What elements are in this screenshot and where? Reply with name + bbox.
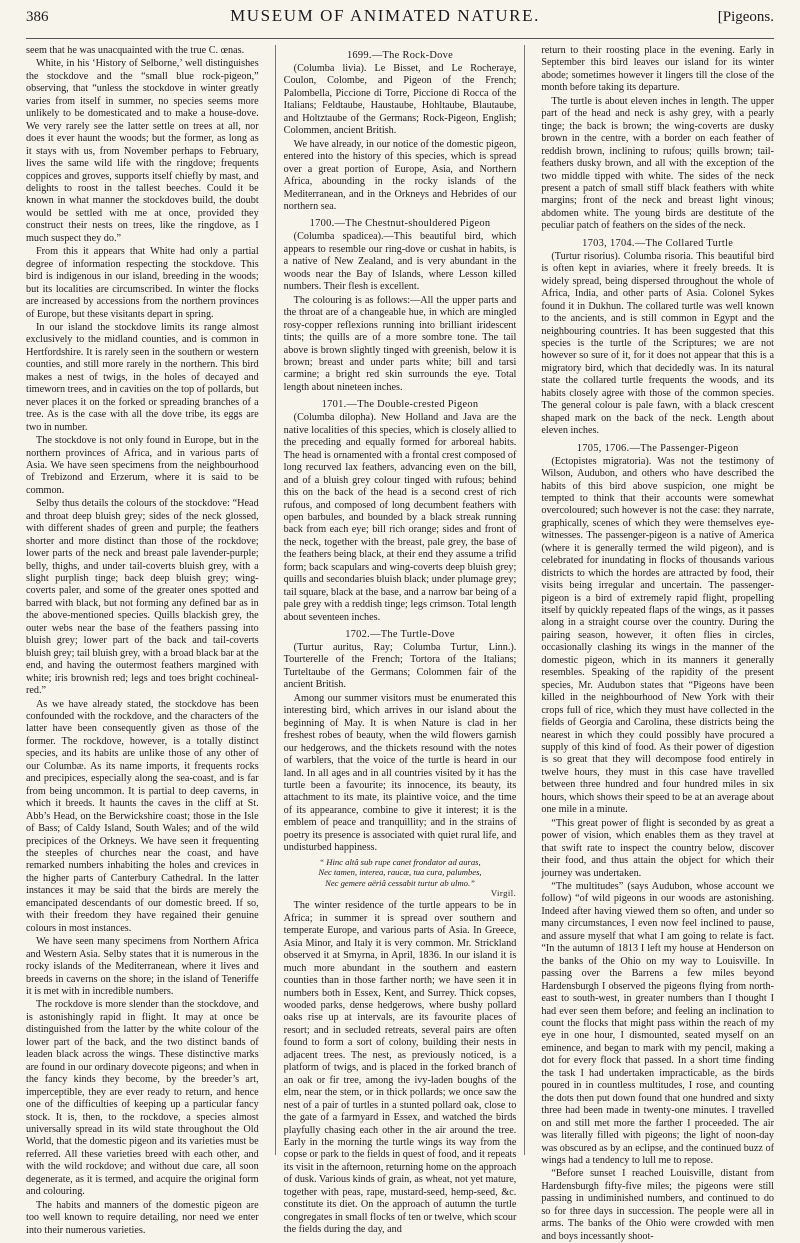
page-title: MUSEUM OF ANIMATED NATURE.: [230, 6, 540, 25]
paragraph: Selby thus details the colours of the stockdove: “Head and throat deep bluish grey; sides of the neck glossed, with different shades of green and purple; the feathers shorter and more distinct than those of the rockdove; lower parts of the neck and breast pale lavender-purple; belly, thighs, and under tail-coverts bluish grey, with a slight purplish tinge; back deep bluish grey; wing-coverts paler, and some of the greater ones spotted and barred with black, but not forming any defined bar as in the above-mentioned species. Quills blackish grey, the outer webs near the base of the feathers passing into bluish grey; lower part of the back and tail-coverts bluish grey; tail bluish grey, with a broad black bar at the end, and having the outermost feathers margined with white; iris brownish red; legs and toes bright cochineal-red.”: [26, 498, 259, 697]
paragraph: return to their roosting place in the evening. Early in September this bird leaves our island for its winter abode; sometimes however it lingers till the close of the month before taking its departure.: [541, 45, 775, 94]
running-header: [26, 6, 774, 39]
paragraph: The habits and manners of the domestic pigeon are too well known to require detailing, nor need we enter into their numerous varieties.: [26, 1199, 259, 1236]
paragraph: The colouring is as follows:—All the upper parts and the throat are of a changeable hue, in which are mingled rosy-copper reflexions running into brilliant iridescent tints; the quills are of a more sombre tone. The tail above is brown slightly tinged with greenish, below it is brown; breast and under parts white; bill and tarsi carmine; a bright red skin surrounds the eye. Total length about nineteen inches.: [283, 294, 517, 393]
paragraph: White, in his ‘History of Selborne,’ well distinguishes the stockdove and the “small blue rock-pigeon,” observing, that “unless the stockdove in winter greatly varies from itself in summer, no species seems more unlikely to be domesticated and to make a house-dove. We very rarely see the latter settle on trees at all, nor does it ever haunt the woods; but the former, as long as it stays with us, from November perhaps to February, lives the same wild life with the ringdove; frequents coppices and groves, supports itself chiefly by mast, and delights to roost in the tallest beeches. Could it be known in what manner the stockdoves build, the doubt would be settled with me at once, provided they construct their nests on trees, like the ringdove, as I much suspect they do.”: [26, 58, 259, 244]
paragraph: (Ectopistes migratoria). Was not the testimony of Wilson, Audubon, and others who have described the habits of this bird above suspicion, one might be tempted to think that their accounts were somewhat overcoloured; such however is not the case: they narrate, graphically, scenes of which they were themselves eye-witnesses. The passenger-pigeon is a native of America (where it is generally termed the wild pigeon), and is celebrated for inundating in flocks of thousands various districts to which the hordes are attracted by food, their visits being irregular and uncertain. The passenger-pigeon is a bird of extremely rapid flight, propelling itself by quickly repeated flaps of the wings, as it passes along in a straight course over the country. During the pairing season, however, it often flies in circles, occasionally clashing its wings in the manner of the domestic pigeon, which in its manners it generally resembles. Speaking of the rapidity of the present species, Mr. Audubon states that “Pigeons have been killed in the neighbourhood of New York with their crops full of rice, which they must have collected in the fields of Georgia and Carolina, these districts being the nearest in which they could possibly have procured a supply of this kind of food. As their power of digestion is so great that they will decompose food entirely in twelve hours, they must in this case have travelled between three hundred and four hundred miles in six hours, which shows their speed to be at an average about one mile in a minute.: [541, 455, 775, 816]
paragraph: The rockdove is more slender than the stockdove, and is astonishingly rapid in flight. It may at once be distinguished from the latter by the white colour of the lower part of the back, and the two distinct bands of leaden black across the wings. These distinctive marks are found in our ordinary dovecote pigeons; and when in the fancy kinds they become, by the breeder’s art, imperceptible, they are ever ready to return, and hence one of the difficulties of keeping up a particular fancy stock. It is, then, to the rockdove, a species almost universally spread in its wild state throughout the Old World, that the domestic pigeon and its varieties must be referred. All these varieties breed with each other, and with the wild rockdove; and without due care, all soon degenerate, as it is termed, and acquire the original form and colouring.: [26, 999, 259, 1198]
section-heading: 1699.—The Rock-Dove: [346, 50, 454, 61]
section-heading: 1700.—The Chestnut-shouldered Pigeon: [309, 218, 491, 230]
paragraph: seem that he was unacquainted with the true C. œnas.: [26, 45, 245, 56]
paragraph: (Columba dilopha). New Holland and Java are the native localities of this species, which is closely allied to the preceding and equally formed for arboreal habits. The head is ornamented with a frontal crest composed of long recurved lax feathers, advancing even on the bill, and of a bluish grey colour tinged with rufous; behind this on the back of the head is a second crest of rich rufous, and composed of long decumbent feathers with open barbules, and bounded by a black streak running back from each eye; bill rich orange; sides and front of the neck, together with the breast, pale grey, the base of the feathers being black, at their end they assume a trifid form; back scapulars and wing-coverts deep bluish grey; quills and secondaries bluish black; under plumage grey; tail square, black at the base, and a narrow bar being of a pale grey with a reddish tinge; legs crimson. Total length about seventeen inches.: [283, 412, 517, 623]
paragraph: “The multitudes” (says Audubon, whose account we follow) “of wild pigeons in our woods are astonishing. Indeed after having viewed them so often, and under so many circumstances, I even now feel inclined to pause, and assure myself that what I am going to relate is fact. “In the autumn of 1813 I left my house at Henderson on the banks of the Ohio on my way to Louisville. In passing over the Barrens a few miles beyond Hardensburgh I observed the pigeons flying from north-east to south-west, in greater numbers than I thought I had ever seen them before; and feeling an inclination to count the flocks that might pass within the reach of my eye in one hour, I dismounted, seated myself on an eminence, and began to mark with my pencil, making a dot for every flock that passed. In a short time finding the task I had undertaken impracticable, as the birds poured in in countless multitudes, I rose, and counting the dots then put down found that one hundred and sixty three had been made in twenty-one minutes. I travelled on and still met more the farther I proceeded. The air was literally filled with pigeons; the light of noon-day was obscured as by an eclipse, and the continued buzz of wings had a tendency to lull me to repose.: [541, 881, 775, 1166]
paragraph: The turtle is about eleven inches in length. The upper part of the head and neck is ashy grey, with a pearly tinge; the back is brown; the wing-coverts are dusky brown in the centre, with a border on each feather of reddish brown, inclining to rufous; quills brown; tail-feathers dusky brown, and all with the exception of the two middle tipped with white. The sides of the neck present a patch of small stiff black feathers with white margins; front of the neck and breast light vinous; abdomen white. The young birds are destitute of the peculiar patch of feathers on the sides of the neck.: [541, 95, 775, 232]
paragraph: (Columba spadicea).—This beautiful bird, which appears to resemble our ring-dove or cushat in habits, is a native of New Zealand, and is very abundant in the woods near the Bay of Islands, where Lesson killed numbers. Their flesh is excellent.: [283, 231, 517, 293]
paragraph: The stockdove is not only found in Europe, but in the northern provinces of Africa, and in various parts of Asia. We have seen specimens from the neighbourhood of Trebizond and Erzerum, where it is said to be common.: [26, 435, 259, 496]
paragraph: As we have already stated, the stockdove has been confounded with the rockdove, and the characters of the latter have been consequently given as those of the former. The rockdove, however, is a totally distinct species, and its habits are unlike those of any other of our Columbæ. As its name imports, it frequents rocks and precipices, especially along the sea-coast, and is far from being uncommon. It is partial to deep caverns, in which it breeds. It haunts the caves in the cliff at St. Abb’s Head, on the Berwickshire coast; those in the Isle of Bass; of Caldy Island, South Wales; and of the wild precipices of the Orkneys. We have seen it frequenting the steeples of churches near the coast, and have remarked numbers inhabiting the holes and crevices in the higher parts of Canterbury Cathedral. In the latter instances it may be said that the birds are merely the emancipated descendants of our domestic breed. If so, with their freedom they have regained their genuine colours in most instances.: [26, 698, 259, 934]
verse-line: Nec gemere aëriâ cessabit turtur ab ulmo.”: [325, 877, 475, 888]
right-column: [539, 45, 775, 1242]
paragraph: “This great power of flight is seconded by as great a power of vision, which enables them as they travel at that swift rate to inspect the country below, discover their food, and thus attain the object for which their journey was undertaken.: [541, 817, 775, 879]
paragraph: Among our summer visitors must be enumerated this interesting bird, which arrives in our island about the beginning of May. It is when Nature is clad in her freshest robes of beauty, when the wild flowers garnish our hedgerows, and the thickets resound with the notes of warblers, that the voice of the turtle is heard in our land. In all ages and in all countries visited by it has the turtle been a favourite; its innocence, its beauty, its attachment to its mate, its plaintive voice, and the time of its appearance, combine to give it interest; it is the emblem of peace and tranquillity; and in the strains of poetry its presence is associated with quiet rural life, and undisturbed happiness.: [283, 692, 517, 854]
section-label: [Pigeons.: [717, 9, 774, 25]
paragraph: We have seen many specimens from Northern Africa and Western Asia. Selby states that it is numerous in the rocky islands of the Mediterranean, where it lives and breeds in caverns on the shore; in the island of Teneriffe it is met with in incredible numbers.: [26, 936, 259, 997]
section-heading: 1702.—The Turtle-Dove: [345, 629, 455, 641]
middle-column: [275, 45, 526, 1236]
paragraph: (Turtur auritus, Ray; Columba Turtur, Linn.). Tourterelle of the French; Tortora of the Italians; Turteltaube of the Germans; Colommen fair of the ancient British.: [283, 642, 517, 691]
verse-attribution: Virgil.: [490, 887, 517, 898]
paragraph: We have already, in our notice of the domestic pigeon, entered into the history of this species, which is spread over a great portion of Europe, Asia, and Northern Africa, abounding in the rocky islands of the Mediterranean, and in the Orkneys and Hebrides of our northern sea.: [283, 138, 517, 212]
paragraph: (Turtur risorius). Columba risoria. This beautiful bird is often kept in aviaries, where it freely breeds. It is widely spread, being dispersed throughout the whole of Africa, India, and other parts of Asia. Colonel Sykes found it in Dukhun. The collared turtle was well known to the ancients, and is still common in Egypt and the neighbouring countries. It has been suggested that this species is the turtle of the Scriptures; we are not however so sure of it, for it does not appear that this is a migratory bird, which that decidedly was. In its natural state the collared turtle frequents the woods, and its habits closely agree with those of the common species. The general colour is pale fawn, with a black crescent shaped mark on the back of the neck. Length about eleven inches.: [541, 250, 775, 437]
paragraph: From this it appears that White had only a partial degree of information respecting the stockdove. This bird is indigenous in our island, breeding in the woods; but its localities are circumscribed. In winter the flocks are increased by accessions from the northern provinces of Europe, but these visitants depart in spring.: [26, 246, 259, 320]
paragraph: (Columba livia). Le Bisset, and Le Rocheraye, Coulon, Colombe, and Pigeon of the French; Palombella, Piccione di Torre, Piccione di Rocca of the Italians; Feldtaube, Haustaube, Hohltaube, Blautaube, and Holtztaube of the Germans; Rock-Pigeon, English; Colommen, ancient British.: [283, 63, 517, 137]
verse-line: Nec tamen, interea, raucæ, tua cura, palumbes,: [318, 867, 482, 878]
text-columns: [26, 45, 775, 1242]
section-heading: 1701.—The Double-crested Pigeon: [321, 399, 479, 411]
verse-quotation: [284, 857, 517, 899]
verse-line: “ Hinc altâ sub rupe canet frondator ad auras,: [319, 856, 481, 867]
paragraph: The winter residence of the turtle appears to be in Africa; in summer it is spread over southern and temperate Europe, and various parts of Asia. In Greece, Asia Minor, and Italy it is very common. Mr. Strickland observed it at Smyrna, in April, 1836. In our island it is much more abundant in the southern and eastern counties than in those farther north; we have seen it in numbers both in Essex, Kent, and Surrey. Thick copses, wooded parks, dense hedgerows, where bushy pollard oaks rise up at intervals, are its favourite places of resort; and in secluded retreats, several pairs are often found to form a sort of colony, building their nests in adjacent trees. The nest, as previously noticed, is a platform of twigs, and is placed in the forked branch of an oak or fir tree, among the ivy-laden boughs of the elm, near the stem, or in thick pollards; we once saw the nest of a pair of turtles in a stunted pollard oak, close to the gate of a farmyard in Essex, and watched the birds playfully chasing each other in the air around the tree. Early in the morning the turtle wings its way from the copse or park to the fields in quest of food, and it repeats its visit in the afternoon, returning home on the approach of dusk. Various kinds of grain, as wheat, not yet mature, together with peas, rape, mustard-seed, hemp-seed, &c. constitute its diet. On the approach of autumn the turtle congregates in small flocks of ten or twelve, which scour the fields during the day, and: [283, 900, 517, 1236]
paragraph: “Before sunset I reached Louisville, distant from Hardensburgh fifty-five miles; the pigeons were still passing in undiminished numbers, and continued to do so for three days in succession. The people were all in arms. The banks of the Ohio were crowded with men and boys incessantly shoot-: [541, 1168, 775, 1242]
page-number: 386: [26, 9, 49, 25]
section-heading: 1705, 1706.—The Passenger-Pigeon: [576, 442, 739, 454]
section-heading: 1703, 1704.—The Collared Turtle: [582, 237, 734, 249]
paragraph: In our island the stockdove limits its range almost exclusively to the midland counties, and is common in Hertfordshire. It is rarely seen in the southern or western counties, and still more rarely in the northern. This bird makes a nest of twigs, in the holes of decayed and timeworn trees, and in cavities on the top of pollards, but never places it on the forked or spreading branches of a tree. As is the case with all the dove tribe, its eggs are two in number.: [26, 321, 259, 433]
book-page: [26, 6, 775, 1242]
left-column: [26, 45, 261, 1236]
